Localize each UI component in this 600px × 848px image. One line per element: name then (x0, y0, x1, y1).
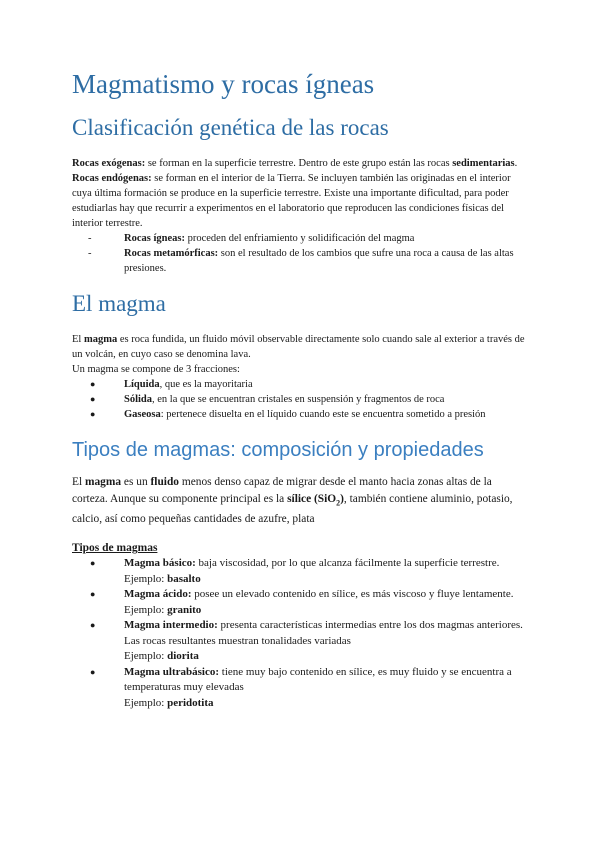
subheading-magma-types: Tipos de magmas (72, 542, 158, 555)
dash-marker: - (88, 233, 92, 244)
section-heading-magma: El magma (72, 291, 166, 316)
fractions-list (72, 377, 528, 422)
list-item: ● Magma básico: baja viscosidad, por lo que alcanza fácilmente la superficie terrestre. Ejemplo: basalto (90, 557, 500, 585)
dash-marker: - (88, 248, 92, 259)
list-item: ● Líquida, que es la mayoritaria (90, 379, 253, 390)
paragraph-magma-composition: El magma es un fluido menos denso capaz de migrar desde el manto hacia zonas altas de la corteza. Aunque su componente principal es la sílice (SiO$_2$), también contiene aluminio, potasio, calcio, así como pequeñas cantidades de azufre, plata (72, 476, 513, 526)
term-sedimentary: sedimentarias (452, 158, 515, 169)
bullet-icon: ● (90, 620, 96, 631)
bullet-icon: ● (90, 409, 96, 419)
term-exogenous: Rocas exógenas: (72, 158, 146, 169)
section-heading-magma-types: Tipos de magmas: composición y propiedades (72, 439, 484, 461)
paragraph-fractions-intro: Un magma se compone de 3 fracciones: (72, 364, 240, 375)
list-item: ● Gaseosa: pertenece disuelta en el líquido cuando este se encuentra sometido a presión (90, 409, 486, 420)
term-endogenous: Rocas endógenas: (72, 173, 152, 184)
paragraph-exogenous: Rocas exógenas: se forman en la superficie terrestre. Dentro de este grupo están las rocas sedimentarias. (72, 158, 518, 169)
term-silica: sílice (SiO$_2$) (287, 493, 344, 508)
rock-types-list (72, 231, 528, 276)
bullet-icon: ● (90, 379, 96, 389)
list-item: ● Magma intermedio: presenta características intermedias entre los dos magmas anteriores. Las rocas resultantes muestran tonalidades variadas Ejemplo: diorita (90, 619, 523, 663)
bullet-icon: ● (90, 394, 96, 404)
paragraph-endogenous: Rocas endógenas: se forman en el interior de la Tierra. Se incluyen también las originadas en el interior cuya última formación se produce en la superficie terrestre. Existe una importante dificultad, para poder estudiarlas hay que recurrir a experimentos en el laboratorio que reproducen las condiciones físicas del interior terrestre. (72, 173, 511, 229)
magma-types-list (72, 556, 528, 711)
example-rock: peridotita (167, 696, 214, 709)
example-rock: basalto (167, 572, 201, 585)
bullet-icon: ● (90, 666, 96, 677)
list-item: ● Magma ultrabásico: tiene muy bajo contenido en sílice, es muy fluido y se encuentra a temperaturas muy elevadas Ejemplo: peridotita (90, 665, 512, 709)
section-heading-classification: Clasificación genética de las rocas (72, 115, 389, 140)
example-rock: granito (167, 603, 202, 616)
list-item: ● Sólida, en la que se encuentran cristales en suspensión y fragmentos de roca (90, 394, 445, 405)
list-item: - Rocas ígneas: proceden del enfriamiento y solidificación del magma (88, 233, 415, 244)
list-item: ● Magma ácido: posee un elevado contenido en sílice, es más viscoso y fluye lentamente. Ejemplo: granito (90, 588, 514, 616)
list-item: - Rocas metamórficas: son el resultado de los cambios que sufre una roca a causa de las altas presiones. (88, 248, 514, 274)
example-rock: diorita (167, 650, 199, 663)
page-title: Magmatismo y rocas ígneas (72, 69, 375, 99)
paragraph-magma-definition: El magma es roca fundida, un fluido móvil observable directamente solo cuando sale al exterior a través de un volcán, en cuyo caso se denomina lava. (72, 334, 525, 360)
bullet-icon: ● (90, 558, 96, 569)
bullet-icon: ● (90, 589, 96, 600)
